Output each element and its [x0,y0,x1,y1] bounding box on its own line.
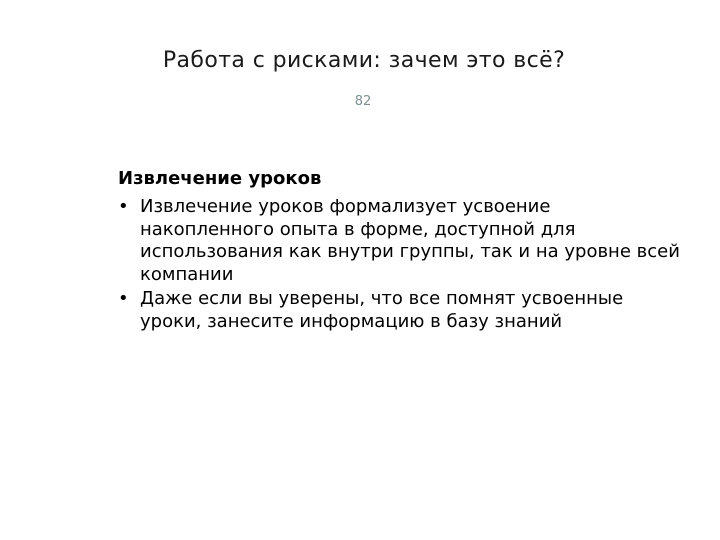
bullet-item [118,288,688,333]
bullet-marker: • [118,288,129,309]
slide-title: Работа с рисками: зачем это всё? [162,48,566,73]
bullet-marker: • [118,196,129,217]
bullet-list [118,196,688,333]
slide-content [118,168,688,335]
bullet-text: Даже если вы уверены, что все помнят усвоенные уроки, занесите информацию в базу знаний [140,288,624,332]
page-number: 82 [354,94,372,109]
section-heading: Извлечение уроков [118,168,322,189]
bullet-text: Извлечение уроков формализует усвоение накопленного опыта в форме, доступной для использования как внутри группы, так и на уровне всей компании [140,196,680,285]
bullet-item [118,196,688,286]
